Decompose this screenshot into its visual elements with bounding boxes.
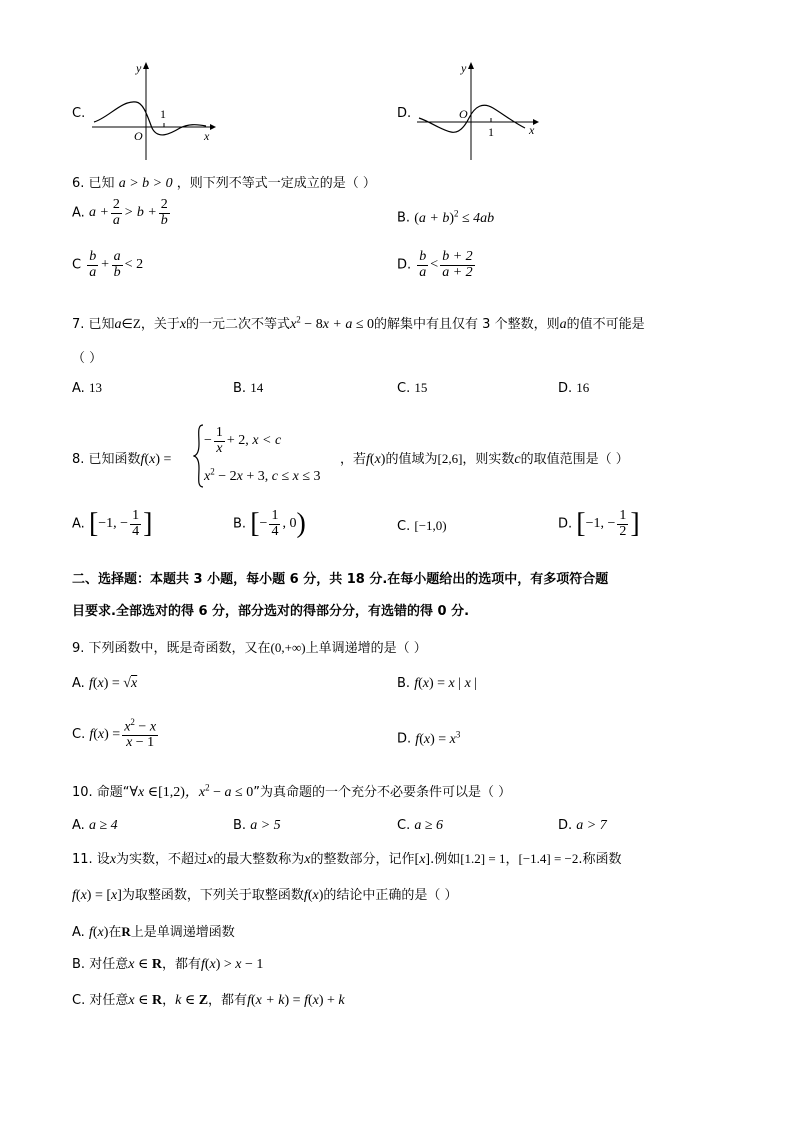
q6-stem: 6. 已知 a > b > 0 ，则下列不等式一定成立的是（ ） [72, 176, 376, 191]
graph-d [413, 60, 543, 162]
q6-d-math: $\frac{b}{a}$ < $\frac{b + 2}{a + 2}$ [419, 249, 473, 280]
q9-option-d: D. $f(x) = x^3$ [397, 729, 461, 747]
q9-stem: 9. 下列函数中，既是奇函数，又在(0,+∞)上单调递增的是（ ） [72, 640, 427, 656]
section2-heading-line2: 目要求.全部选对的得 6 分，部分选对的得部分分，有选错的得 0 分. [72, 604, 470, 619]
q7-option-a: A. 13 [72, 380, 102, 396]
q9-option-c: C. f(x) = $\frac{x^2 - x}{x - 1}$ [72, 717, 157, 751]
graph-d-origin: O [459, 107, 468, 121]
q8-piece2: $x^2 - 2x + 3$, c ≤ x ≤ 3 [204, 466, 321, 484]
q6-option-c: C $\frac{b}{a}$ + $\frac{a}{b}$ < 2 [72, 249, 144, 280]
q6-c-math: $\frac{b}{a}$ + $\frac{a}{b}$ < 2 [89, 249, 144, 280]
section2-heading-line1: 二、选择题：本题共 3 小题，每小题 6 分，共 18 分.在每小题给出的选项中，有多项符合题 [72, 572, 609, 587]
q8-stem-tail: ，若f(x)的值域为[2,6]，则实数c的取值范围是（ ） [340, 451, 629, 467]
q7-option-c: C. 15 [397, 380, 428, 396]
q11-option-b: B. 对任意x ∈ R，都有f(x) > x − 1 [72, 957, 264, 972]
q8-option-c: C. [−1,0) [397, 518, 447, 534]
q10-option-c: C. a ≥ 6 [397, 818, 444, 833]
q10-option-d: D. a > 7 [558, 818, 607, 833]
q10-option-b: B. a > 5 [233, 818, 281, 833]
q6-option-a: A. a + $\frac{2}{a}$ > b + $\frac{2}{b}$ [72, 198, 172, 228]
q8-piece1: − $\frac{1}{x}$ + 2, x < c [204, 425, 282, 456]
q8-stem: 8. 已知函数f(x) = [72, 452, 172, 467]
q6-b-math: $(a + b)^2 \le 4ab$ [414, 208, 495, 226]
graph-c-tick: 1 [160, 107, 166, 121]
graph-d-y: y [461, 61, 467, 75]
q6-a-math: a + $\frac{2}{a}$ > b + $\frac{2}{b}$ [88, 197, 168, 228]
q6-option-d: D. $\frac{b}{a}$ < $\frac{b + 2}{a + 2}$ [397, 250, 477, 280]
graph-d-tick: 1 [488, 125, 494, 139]
q6-condition: a > b > 0 [118, 176, 173, 191]
q10-option-a: A. a ≥ 4 [72, 818, 118, 833]
q11-option-c: C. 对任意x ∈ R，k ∈ Z，都有f(x + k) = f(x) + k [72, 993, 345, 1008]
graph-c-label: C. [72, 106, 86, 121]
graph-c-y: y [136, 61, 142, 75]
q11-stem-line2: f(x) = [x]为取整函数，下列关于取整函数f(x)的结论中正确的是（ ） [72, 888, 458, 903]
q9-option-b: B. f(x) = x | x | [397, 676, 478, 691]
graph-d-label: D. [397, 106, 412, 121]
graph-d-x: x [529, 123, 535, 137]
q8-option-b: B. [− $\frac{1}{4}$ , 0) [233, 507, 306, 539]
q8-option-d: D. [−1, − $\frac{1}{2}$ ] [558, 507, 640, 539]
q7-stem-line2: （ ） [72, 351, 103, 366]
q10-stem: 10. 命题“∀x ∈[1,2)，$x^2 - a \le 0$”为真命题的一个充分不必要条件可以是（ ） [72, 782, 512, 800]
q7-stem-line1: 7. 已知a∈Z，关于x的一元二次不等式$x^2 - 8x + a \le 0$的解集中有且仅有 3 个整数，则a的值不可能是 [72, 314, 645, 332]
q7-option-d: D. 16 [558, 380, 590, 396]
graph-c [88, 60, 218, 162]
q11-stem-line1: 11. 设x为实数，不超过x的最大整数称为x的整数部分，记作[x].例如[1.2] = 1，[−1.4] = −2.称函数 [72, 851, 622, 867]
q7-option-b: B. 14 [233, 380, 264, 396]
q6-option-b: B. $(a + b)^2 \le 4ab$ [397, 208, 495, 226]
graph-c-x: x [204, 129, 210, 143]
q8-option-a: A. [−1, − $\frac{1}{4}$ ] [72, 507, 153, 539]
graph-c-origin: O [134, 129, 143, 143]
q11-option-a: A. f(x)在R上是单调递增函数 [72, 924, 235, 940]
q9-option-a: A. f(x) = √x [72, 676, 138, 691]
